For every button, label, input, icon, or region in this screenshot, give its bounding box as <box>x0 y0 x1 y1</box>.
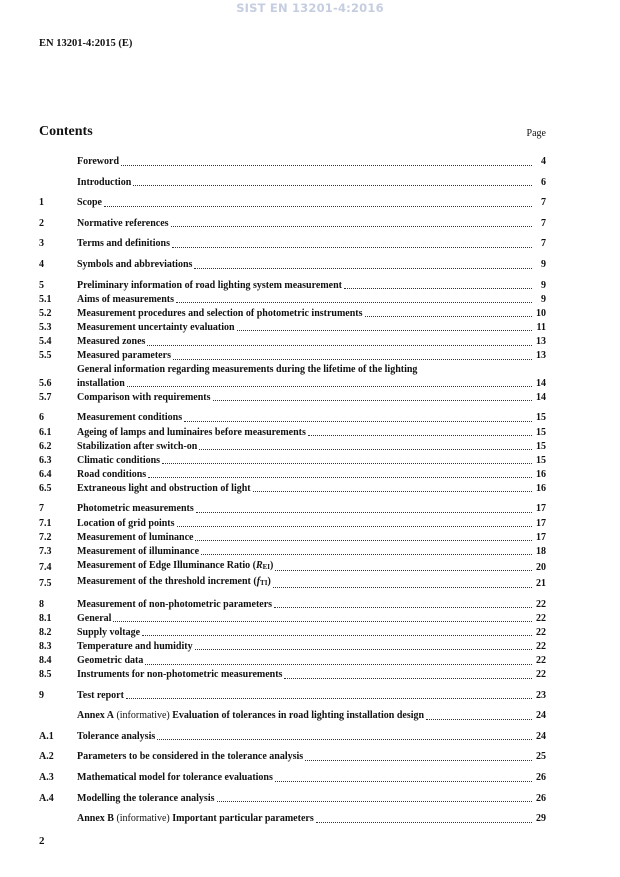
toc-entry-page: 18 <box>536 545 546 557</box>
toc-entry-number: 5.3 <box>39 321 52 333</box>
toc-entry-page: 17 <box>536 503 546 515</box>
toc-entry-page: 16 <box>536 468 546 480</box>
toc-leader-dots <box>157 739 532 740</box>
toc-entry-title-wrap <box>77 689 534 703</box>
toc-entry-page: 15 <box>536 454 546 466</box>
toc-entry-title: Symbols and abbreviations <box>77 258 193 270</box>
toc-entry-title: Instruments for non-photometric measurements <box>77 669 283 680</box>
toc-entry-title-wrap <box>77 545 534 559</box>
toc-entry[interactable] <box>39 654 546 668</box>
toc-entry-page: 4 <box>541 156 546 167</box>
toc-entry-page: 9 <box>541 293 546 305</box>
toc-leader-dots <box>284 678 532 679</box>
toc-leader-dots <box>237 330 532 331</box>
toc-entry[interactable] <box>39 531 546 545</box>
toc-leader-dots <box>308 435 532 436</box>
toc-entry-title: Supply voltage <box>77 626 141 638</box>
toc-leader-dots <box>316 822 532 823</box>
toc-entry-title: Scope <box>77 197 102 209</box>
toc-entry[interactable] <box>39 689 546 703</box>
toc-entry-number: 2 <box>39 217 44 229</box>
toc-entry[interactable] <box>39 293 546 307</box>
toc-entry-page: 23 <box>536 689 546 701</box>
toc-entry-page: 13 <box>536 335 546 347</box>
toc-entry-title: General <box>77 612 112 624</box>
watermark: SIST EN 13201-4:2016 <box>236 1 384 15</box>
contents-heading: Contents <box>39 124 93 139</box>
toc-leader-dots <box>145 664 532 665</box>
toc-entry-title-wrap <box>77 307 534 321</box>
symbol-subscript: TI <box>260 578 268 587</box>
toc-entry-page: 11 <box>536 321 546 333</box>
toc-entry-page: 26 <box>536 771 546 783</box>
toc-leader-dots <box>176 302 532 303</box>
toc-entry-page: 7 <box>541 217 546 229</box>
toc-entry-number: 5.6 <box>39 377 52 389</box>
toc-entry-title: Ageing of lamps and luminaires before measurements <box>77 426 306 438</box>
toc-entry-title: Geometric data <box>77 654 144 666</box>
toc-leader-dots <box>217 801 533 802</box>
toc-entry-page: 15 <box>536 426 546 438</box>
toc-entry[interactable] <box>39 279 546 293</box>
toc-leader-dots <box>195 540 532 541</box>
toc-entry[interactable] <box>39 575 546 591</box>
toc-entry-title: Parameters to be considered in the tolerance analysis <box>77 751 304 763</box>
toc-entry-number: 6.2 <box>39 440 52 452</box>
toc-entry-number: 5.7 <box>39 391 52 403</box>
toc-entry[interactable] <box>39 217 546 231</box>
toc-entry-title-wrap <box>77 812 534 826</box>
toc-entry-title <box>77 812 314 826</box>
toc-entry-title-wrap <box>77 349 534 363</box>
toc-entry-number: 8.5 <box>39 669 52 680</box>
toc-entry-page: 29 <box>536 813 546 825</box>
toc-entry[interactable] <box>39 321 546 335</box>
toc-entry-title-wrap <box>77 468 534 482</box>
toc-entry-page: 10 <box>536 307 546 319</box>
toc-entry[interactable] <box>39 517 546 531</box>
toc-entry-number: 5.1 <box>39 293 52 305</box>
toc-entry-number: 8 <box>39 598 44 610</box>
toc-leader-dots <box>133 185 532 186</box>
toc-leader-dots <box>184 421 532 422</box>
toc-leader-dots <box>113 621 532 622</box>
document-id: EN 13201-4:2015 (E) <box>39 38 133 49</box>
annex-title: Evaluation of tolerances in road lighting installation design <box>172 710 425 722</box>
toc-entry-title-wrap <box>77 176 534 190</box>
toc-entry-number: 4 <box>39 258 44 270</box>
toc-entry-page: 22 <box>536 598 546 610</box>
toc-entry-title-wrap <box>77 196 534 210</box>
toc-entry-page: 20 <box>536 561 546 573</box>
toc-entry-title-wrap <box>77 411 534 425</box>
toc-entry[interactable] <box>39 411 546 425</box>
toc-entry-number: 5.4 <box>39 335 52 347</box>
toc-entry-title <box>77 575 271 591</box>
toc-entry-number: 7.3 <box>39 545 52 557</box>
toc-entry-page: 14 <box>536 377 546 389</box>
toc-entry-title-wrap <box>77 668 534 682</box>
toc-leader-dots <box>104 206 532 207</box>
toc-entry-page: 22 <box>536 626 546 638</box>
toc-entry-title-wrap <box>77 321 534 335</box>
toc-entry-title: Measurement of non-photometric parameters <box>77 598 273 610</box>
annex-label: Annex A <box>77 710 114 722</box>
toc-entry-title-wrap <box>77 293 534 307</box>
toc-entry-page: 21 <box>536 577 546 589</box>
toc-leader-dots <box>275 781 532 782</box>
toc-entry-number: 8.1 <box>39 612 52 624</box>
toc-entry-page: 7 <box>541 197 546 209</box>
toc-entry-title: Photometric measurements <box>77 503 194 515</box>
toc-entry-title: Normative references <box>77 217 169 229</box>
toc-entry-title-wrap <box>77 363 546 390</box>
toc-entry-title-wrap <box>77 750 534 764</box>
toc-entry[interactable] <box>39 349 546 363</box>
toc-entry-title-wrap <box>77 792 534 806</box>
annex-informative: (informative) <box>113 813 173 825</box>
toc-entry[interactable] <box>39 598 546 612</box>
toc-entry[interactable] <box>39 750 546 764</box>
toc-entry[interactable] <box>39 363 546 390</box>
toc-entry-page: 22 <box>536 654 546 666</box>
toc-leader-dots <box>365 316 532 317</box>
toc-entry-number: 7.5 <box>39 577 52 589</box>
toc-entry-title: Measurement of illuminance <box>77 545 200 557</box>
toc-entry-number: 8.4 <box>39 654 52 666</box>
toc-entry-title-wrap <box>77 391 534 405</box>
toc-entry-number: A.3 <box>39 771 54 783</box>
toc-entry[interactable] <box>39 155 546 169</box>
toc-leader-dots <box>199 449 532 450</box>
toc-entry[interactable] <box>39 258 546 272</box>
toc-entry-page: 25 <box>536 751 546 763</box>
toc-entry-title-wrap <box>77 237 534 251</box>
toc-entry-title: Road conditions <box>77 468 147 480</box>
toc-entry-number: 6 <box>39 412 44 424</box>
toc-leader-dots <box>172 247 532 248</box>
toc-entry-page: 22 <box>536 640 546 652</box>
toc-leader-dots <box>344 288 532 289</box>
toc-leader-dots <box>121 165 532 166</box>
toc-entry-title <box>77 709 424 723</box>
toc-entry-number: 6.3 <box>39 454 52 466</box>
toc-entry-number: 3 <box>39 238 44 250</box>
toc-entry-number: 9 <box>39 689 44 701</box>
toc-entry[interactable] <box>39 391 546 405</box>
toc-entry-title: Location of grid points <box>77 517 175 529</box>
toc-entry-page: 22 <box>536 669 546 680</box>
table-of-contents <box>39 155 546 826</box>
toc-entry[interactable] <box>39 502 546 516</box>
toc-entry-number: 7.4 <box>39 561 52 573</box>
toc-entry-page: 13 <box>536 350 546 362</box>
toc-entry-title-wrap <box>77 258 534 272</box>
toc-entry-title-wrap <box>77 335 534 349</box>
toc-entry-title-wrap <box>77 502 534 516</box>
toc-entry-number: 7.1 <box>39 517 52 529</box>
toc-entry[interactable] <box>39 792 546 806</box>
toc-leader-dots <box>213 400 532 401</box>
toc-entry-title-text: Measurement of the threshold increment ( <box>77 575 257 587</box>
toc-leader-dots <box>274 607 532 608</box>
toc-leader-dots <box>195 649 532 650</box>
toc-entry-title: Measurement of luminance <box>77 531 194 543</box>
toc-entry[interactable] <box>39 771 546 785</box>
toc-entry-title: Measurement conditions <box>77 412 183 424</box>
toc-leader-dots <box>426 719 532 720</box>
toc-entry-page: 15 <box>536 440 546 452</box>
toc-leader-dots <box>273 587 532 588</box>
toc-entry-page: 26 <box>536 792 546 804</box>
toc-entry-title-wrap <box>77 709 534 723</box>
symbol: f <box>256 575 261 587</box>
toc-entry-page: 16 <box>536 482 546 494</box>
toc-entry-title: Foreword <box>77 156 120 167</box>
toc-entry[interactable] <box>39 812 546 826</box>
toc-entry-title-wrap <box>77 454 534 468</box>
toc-leader-dots <box>305 760 532 761</box>
toc-leader-dots <box>177 526 532 527</box>
toc-entry[interactable] <box>39 730 546 744</box>
toc-entry-title-end: ) <box>267 575 271 587</box>
toc-entry[interactable] <box>39 454 546 468</box>
toc-entry-title-text: Measurement of Edge Illuminance Ratio ( <box>77 559 256 571</box>
toc-entry-title: Temperature and humidity <box>77 640 193 652</box>
toc-leader-dots <box>196 512 532 513</box>
toc-entry-title-wrap <box>77 155 534 169</box>
toc-entry-title-wrap <box>77 730 534 744</box>
annex-informative: (informative) <box>113 710 173 722</box>
toc-leader-dots <box>194 268 532 269</box>
toc-entry-title-continuation-row <box>77 377 546 391</box>
page-number: 2 <box>39 835 45 847</box>
toc-entry-page: 24 <box>536 730 546 742</box>
toc-entry-title-wrap <box>77 426 534 440</box>
toc-entry[interactable] <box>39 237 546 251</box>
toc-entry-page: 9 <box>541 258 546 270</box>
toc-entry[interactable] <box>39 335 546 349</box>
toc-entry-page: 24 <box>536 710 546 722</box>
toc-entry-title-end: ) <box>270 559 274 571</box>
toc-entry-title: Aims of measurements <box>77 293 175 305</box>
toc-entry-title-wrap <box>77 640 534 654</box>
toc-entry-title: Test report <box>77 689 124 701</box>
toc-entry[interactable] <box>39 545 546 559</box>
toc-entry-number: A.1 <box>39 730 54 742</box>
toc-entry-title: Mathematical model for tolerance evaluations <box>77 771 273 783</box>
toc-entry-number: 1 <box>39 197 44 209</box>
toc-entry[interactable] <box>39 307 546 321</box>
toc-entry-title <box>77 559 273 575</box>
toc-entry-title-continuation: installation <box>77 377 125 389</box>
toc-entry-title-wrap <box>77 531 534 545</box>
toc-entry-title: Stabilization after switch-on <box>77 440 198 452</box>
toc-entry-title-wrap <box>77 279 534 293</box>
toc-entry-title: Terms and definitions <box>77 238 170 250</box>
toc-leader-dots <box>275 570 532 571</box>
toc-entry-number: 6.5 <box>39 482 52 494</box>
toc-entry-title: Climatic conditions <box>77 454 161 466</box>
toc-entry-number: 8.2 <box>39 626 52 638</box>
toc-entry-title-wrap <box>77 217 534 231</box>
toc-entry-page: 6 <box>541 176 546 188</box>
toc-entry-title: Measured zones <box>77 335 146 347</box>
toc-entry-number: 5.5 <box>39 350 52 362</box>
toc-entry-page: 17 <box>536 517 546 529</box>
toc-entry[interactable] <box>39 626 546 640</box>
toc-leader-dots <box>162 463 532 464</box>
toc-entry-title-wrap <box>77 575 534 591</box>
toc-entry[interactable] <box>39 709 546 723</box>
toc-entry-number: 6.1 <box>39 426 52 438</box>
toc-entry-page: 17 <box>536 531 546 543</box>
toc-entry[interactable] <box>39 612 546 626</box>
toc-entry[interactable] <box>39 176 546 190</box>
toc-entry-title-wrap <box>77 440 534 454</box>
symbol: R <box>255 559 263 571</box>
toc-entry-number: A.2 <box>39 751 54 763</box>
annex-label: Annex B <box>77 813 114 825</box>
toc-entry-title: Preliminary information of road lighting system measurement <box>77 279 342 291</box>
toc-leader-dots <box>171 226 532 227</box>
toc-entry-title-wrap <box>77 654 534 668</box>
toc-entry[interactable] <box>39 426 546 440</box>
toc-entry-title: Measured parameters <box>77 350 171 362</box>
toc-entry-title-wrap <box>77 559 534 575</box>
toc-leader-dots <box>126 698 532 699</box>
toc-entry-number: 5.2 <box>39 307 52 319</box>
toc-leader-dots <box>147 345 532 346</box>
toc-entry-title: Measurement uncertainty evaluation <box>77 321 235 333</box>
toc-leader-dots <box>127 386 532 387</box>
toc-entry-number: 6.4 <box>39 468 52 480</box>
toc-entry-title: General information regarding measurements during the lifetime of the lighting <box>77 364 418 376</box>
toc-entry[interactable] <box>39 440 546 454</box>
toc-entry-title-wrap <box>77 482 534 496</box>
toc-entry[interactable] <box>39 482 546 496</box>
toc-entry-page: 15 <box>536 412 546 424</box>
toc-entry-number: 7 <box>39 503 44 515</box>
toc-entry-title-wrap <box>77 598 534 612</box>
annex-title: Important particular parameters <box>172 813 314 825</box>
toc-entry-page: 7 <box>541 238 546 250</box>
toc-entry[interactable] <box>39 559 546 575</box>
toc-leader-dots <box>142 635 532 636</box>
toc-entry[interactable] <box>39 640 546 654</box>
toc-entry-title-wrap <box>77 771 534 785</box>
toc-entry-page: 14 <box>536 391 546 403</box>
toc-leader-dots <box>148 477 532 478</box>
toc-entry-title: Tolerance analysis <box>77 730 156 742</box>
toc-entry-page: 9 <box>541 279 546 291</box>
toc-leader-dots <box>173 359 532 360</box>
toc-entry-number: A.4 <box>39 792 54 804</box>
toc-entry-title: Measurement procedures and selection of photometric instruments <box>77 307 363 319</box>
toc-entry-title: Modelling the tolerance analysis <box>77 792 215 804</box>
toc-entry-title: Extraneous light and obstruction of light <box>77 482 251 494</box>
toc-entry-number: 5 <box>39 279 44 291</box>
toc-entry-title: Introduction <box>77 176 132 188</box>
page-column-label: Page <box>526 128 546 139</box>
toc-entry-title: Comparison with requirements <box>77 391 211 403</box>
toc-entry-title-wrap <box>77 612 534 626</box>
toc-entry-number: 8.3 <box>39 640 52 652</box>
symbol-subscript: EI <box>262 562 271 571</box>
toc-entry-title-wrap <box>77 626 534 640</box>
toc-entry-title-wrap <box>77 517 534 531</box>
toc-leader-dots <box>253 491 532 492</box>
toc-entry[interactable] <box>39 468 546 482</box>
toc-entry[interactable] <box>39 196 546 210</box>
toc-entry-number: 7.2 <box>39 531 52 543</box>
toc-leader-dots <box>201 554 532 555</box>
toc-entry-page: 22 <box>536 612 546 624</box>
toc-entry[interactable] <box>39 668 546 682</box>
